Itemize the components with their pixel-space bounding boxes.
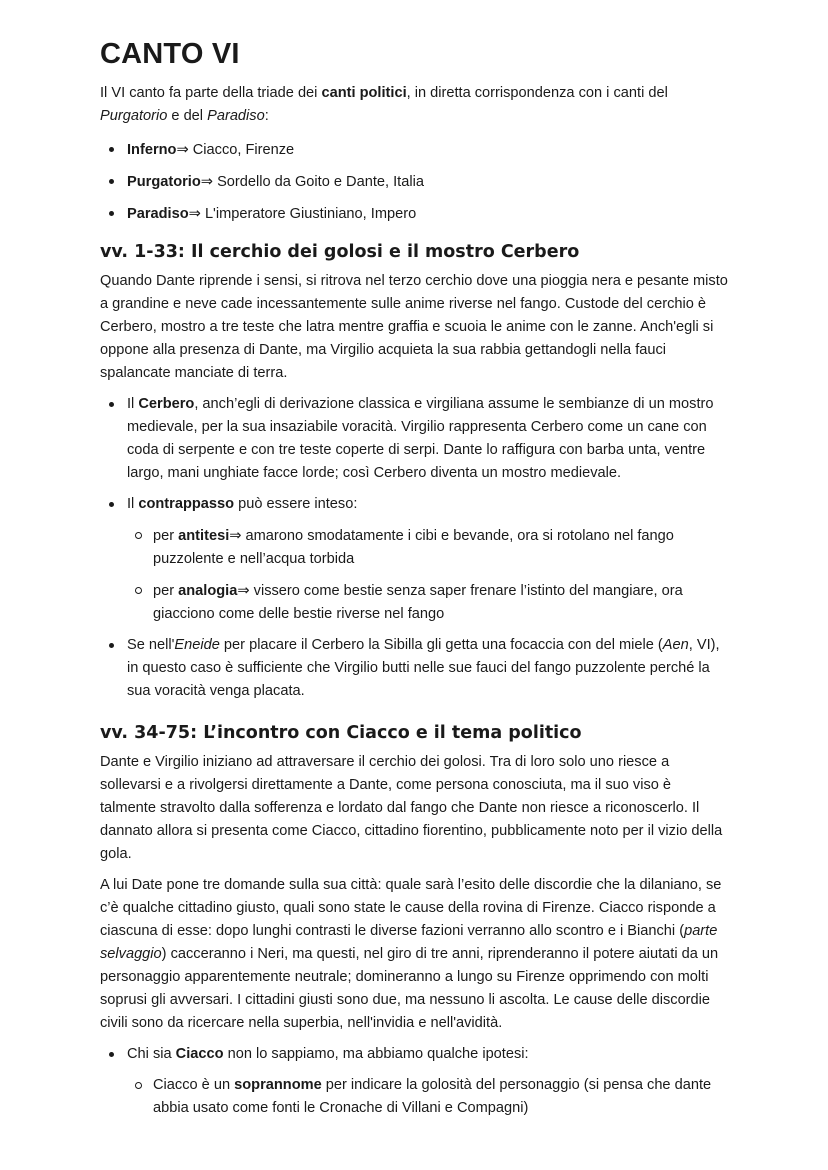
list-item: Inferno⇒ Ciacco, Firenze	[100, 138, 730, 162]
ciacco-list	[100, 1043, 730, 1120]
implies-arrow-icon: ⇒	[176, 141, 189, 158]
implies-arrow-icon: ⇒	[200, 173, 214, 190]
ciacco-sublist	[127, 1074, 730, 1120]
triade-list	[100, 138, 730, 226]
list-item: Paradiso⇒ L'imperatore Giustiniano, Impero	[100, 202, 730, 226]
list-item: Il contrappasso può essere inteso: per antitesi⇒ amarono smodatamente i cibi e bevande, ora si rotolano nel fango puzzolente e nell’acqua torbida per analogia⇒ vissero come bestie senza saper frenare l’istinto del mangiare, ora giacciono come delle bestie riverse nel fango	[100, 493, 730, 626]
cerbero-list	[100, 393, 730, 703]
section-paragraph: Quando Dante riprende i sensi, si ritrova nel terzo cerchio dove una pioggia nera e pesante misto a grandine e neve cade incessantemente sulle anime riverse nel fango. Custode del cerchio è Cerbero, mostro a tre teste che latra mentre graffia e scuoia le anime con le zanne. Anch'egli si oppone alla presenza di Dante, ma Virgilio acquieta la sua rabbia gettandogli nella fauci spalancate manciate di terra.	[100, 273, 728, 381]
section-paragraph: Dante e Virgilio iniziano ad attraversare il cerchio dei golosi. Tra di loro solo uno riesce a sollevarsi e a rivolgersi direttamente a Dante, come persona conosciuta, ma il suo viso è talmente stravolto dalla sofferenza e lordato dal fango che Dante non riesce a riconoscerlo. Il dannato allora si presenta come Ciacco, cittadino fiorentino, pubblicamente noto per il vizio della gola.	[100, 754, 723, 862]
sub-list-item: per analogia⇒ vissero come bestie senza saper frenare l’istinto del mangiare, ora giacciono come delle bestie riverse nel fango	[127, 579, 730, 626]
sub-list-item: Ciacco è un soprannome per indicare la golosità del personaggio (si pensa che dante abbia usato come fonti le Cronache di Villani e Compagni)	[127, 1074, 730, 1120]
list-item: Purgatorio⇒ Sordello da Goito e Dante, Italia	[100, 170, 730, 194]
section-heading: vv. 34-75: L’incontro con Ciacco e il tema politico	[100, 723, 582, 743]
implies-arrow-icon: ⇒	[188, 205, 201, 222]
intro-paragraph: Il VI canto fa parte della triade dei canti politici, in diretta corrispondenza con i canti del Purgatorio e del Paradiso:	[100, 85, 668, 124]
implies-arrow-icon: ⇒	[237, 582, 250, 599]
section-heading: vv. 1-33: Il cerchio dei golosi e il mostro Cerbero	[100, 242, 580, 262]
sub-list-item: per antitesi⇒ amarono smodatamente i cibi e bevande, ora si rotolano nel fango puzzolente e nell’acqua torbida	[127, 524, 730, 571]
intro-bold-term: canti politici	[321, 85, 407, 101]
section-paragraph: A lui Date pone tre domande sulla sua città: quale sarà l’esito delle discordie che la dilaniano, se c’è qualche cittadino giusto, quali sono state le cause della rovina di Firenze. Ciacco risponde a ciascuna di esse: dopo lunghi contrasti le diverse fazioni verranno allo scontro e i Bianchi (parte selvaggio) cacceranno i Neri, ma questi, nel giro di tre anni, riprenderanno il potere aiutati da un personaggio apparentemente neutrale; domineranno a lungo su Firenze opprimendo con molti soprusi gli avversari. I cittadini giusti sono due, ma nessuno li ascolta. Le cause delle discordie civili sono da ricercare nella superbia, nell'invidia e nell'avidità.	[100, 877, 722, 1031]
list-item: Se nell'Eneide per placare il Cerbero la Sibilla gli getta una focaccia con del miele (Aen, VI), in questo caso è sufficiente che Virgilio butti nelle sue fauci del fango puzzolente perché la sua voracità venga placata.	[100, 634, 730, 703]
list-item: Chi sia Ciacco non lo sappiamo, ma abbiamo qualche ipotesi: Ciacco è un soprannome per indicare la golosità del personaggio (si pensa che dante abbia usato come fonti le Cronache di Villani e Compagni)	[100, 1043, 730, 1120]
implies-arrow-icon: ⇒	[229, 527, 242, 544]
list-item: Il Cerbero, anch’egli di derivazione classica e virgiliana assume le sembianze di un mostro medievale, per la sua insaziabile voracità. Virgilio rappresenta Cerbero come un cane con coda di serpente e con tre teste coperte di serpi. Dante lo raffigura con barba unta, ventre largo, mani unghiate facce lorde; così Cerbero diventa un mostro medievale.	[100, 393, 730, 485]
contrappasso-sublist	[127, 524, 730, 626]
page-title: CANTO VI	[100, 38, 240, 70]
